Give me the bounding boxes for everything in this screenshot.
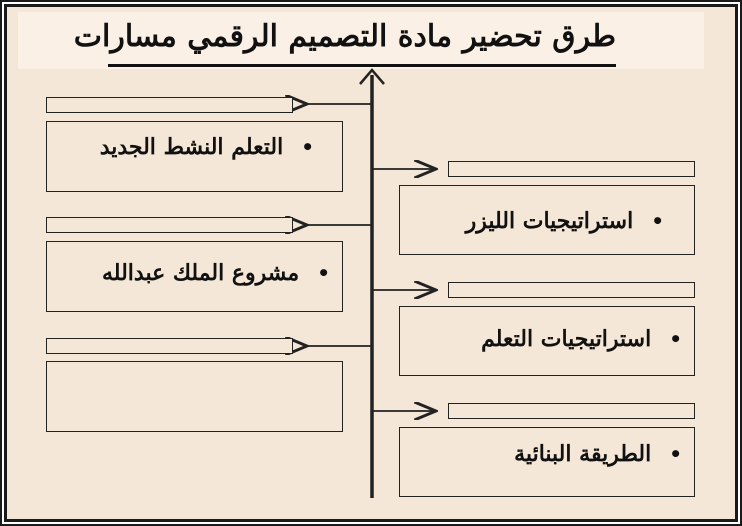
right-box-2 [399, 306, 695, 376]
left-item-1-text: التعلم النشط الجديد [99, 134, 284, 160]
right-item-1-text: استراتيجيات الليزر [465, 208, 634, 234]
right-label-bar-1 [448, 161, 695, 177]
left-item-2-text: مشروع الملك عبدالله [102, 260, 300, 286]
bullet-icon: • [317, 261, 330, 285]
left-label-bar-3 [46, 338, 293, 354]
right-item-1 [466, 186, 664, 256]
right-item-2-text: استراتيجيات التعلم [481, 326, 652, 352]
right-box-3 [399, 427, 695, 497]
bullet-icon: • [651, 209, 664, 233]
right-label-bar-2 [448, 282, 695, 298]
left-label-bar-1 [46, 97, 293, 113]
right-item-3-text: الطريقة البنائية [514, 441, 652, 467]
bullet-icon: • [301, 135, 314, 159]
left-item-2 [102, 242, 330, 304]
bullet-icon: • [669, 442, 682, 466]
right-item-2 [481, 307, 682, 371]
left-item-1 [100, 122, 314, 172]
left-box-3 [46, 361, 343, 432]
right-box-1 [399, 185, 695, 255]
diagram-title: طرق تحضير مادة التصميم الرقمي مسارات [73, 19, 616, 54]
left-box-1 [46, 121, 343, 192]
right-item-3 [514, 428, 682, 480]
left-label-bar-2 [46, 217, 293, 233]
left-box-2 [46, 241, 343, 312]
bullet-icon: • [669, 327, 682, 351]
right-label-bar-3 [448, 403, 695, 419]
